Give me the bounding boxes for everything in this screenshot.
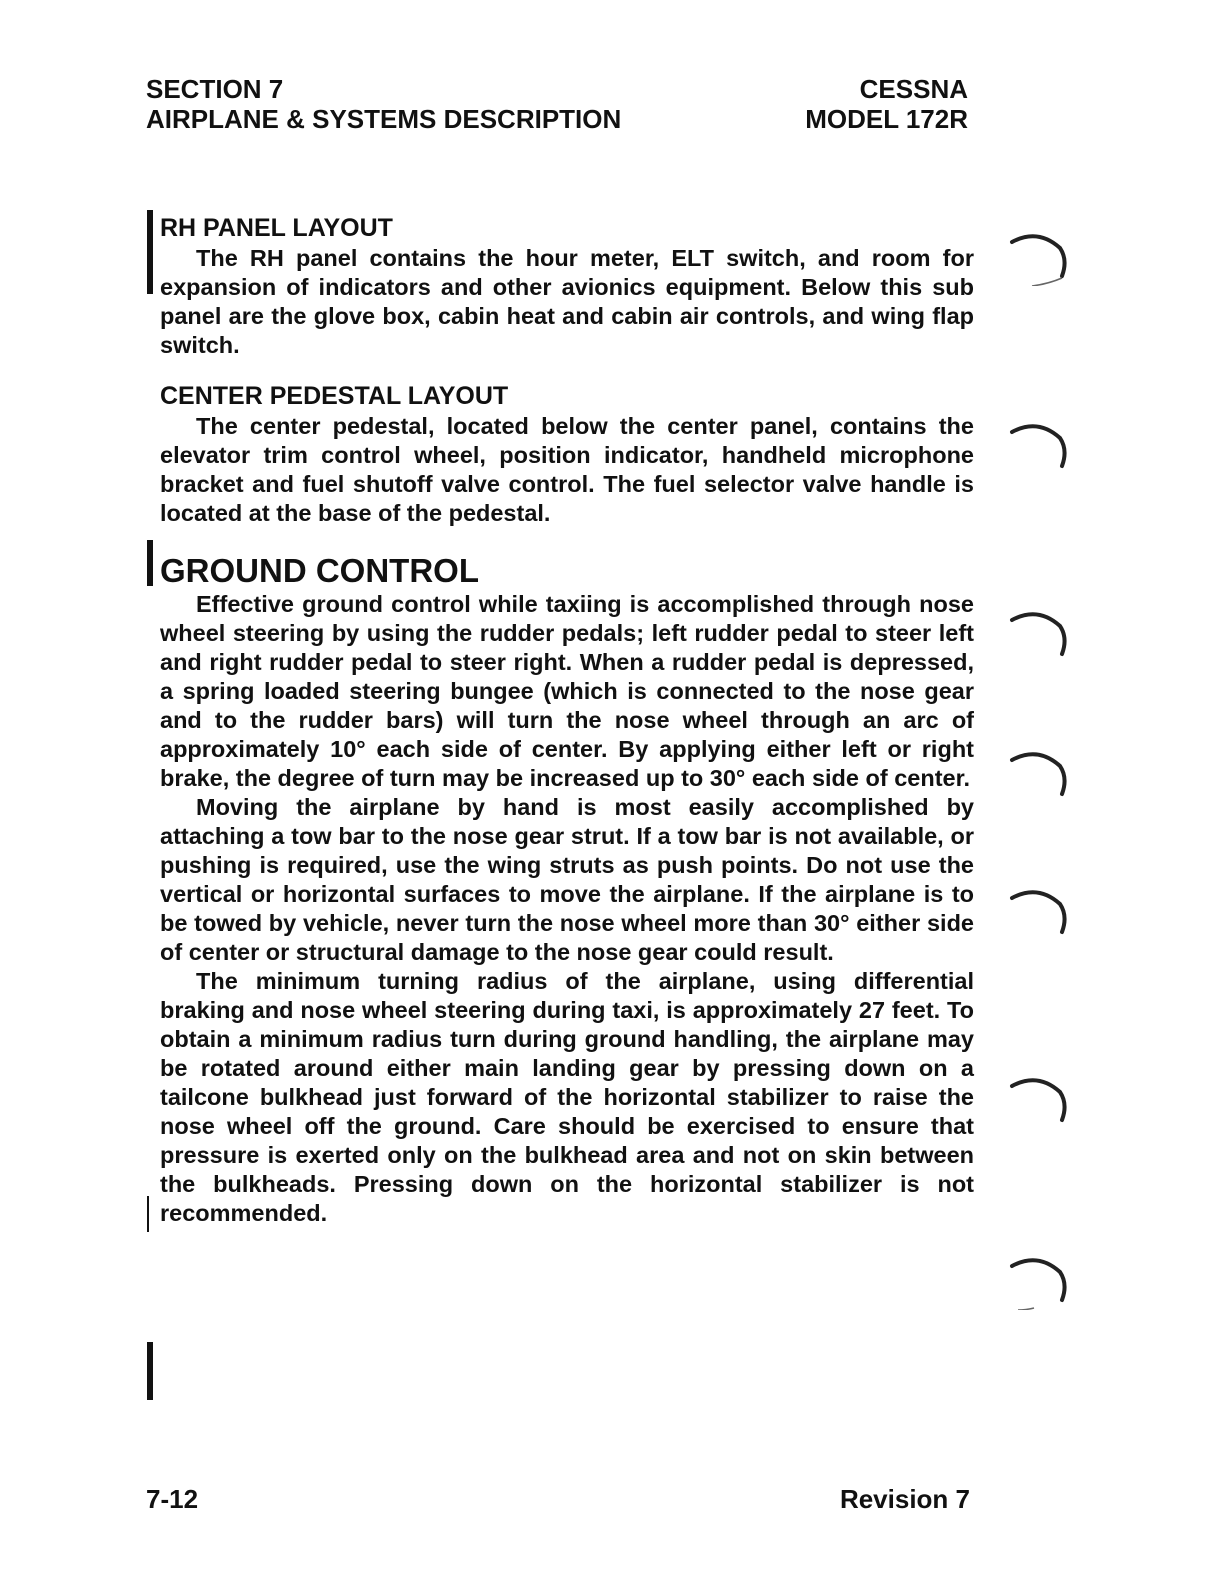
revision-change-bar-feet [147, 1196, 149, 1232]
revision-change-bar-bulkhead [147, 1342, 153, 1400]
section-label: SECTION 7 [146, 74, 284, 104]
ground-control-heading: GROUND CONTROL [160, 552, 479, 589]
aircraft-make: CESSNA [859, 74, 968, 104]
center-pedestal-paragraph: The center pedestal, located below the center panel, contains the elevator trim control wheel, position indicator, handheld microphone bracket and fuel shutoff valve control. The fuel selector valve handle is located at the base of the pedestal. [160, 413, 974, 526]
aircraft-model: MODEL 172R [805, 104, 968, 134]
page-header-right [800, 74, 968, 134]
rh-panel-paragraph: The RH panel contains the hour meter, ELT switch, and room for expansion of indicators and other avionics equipment. Below this sub panel are the glove box, cabin heat and cabin air controls, and wing flap switch. [160, 245, 974, 358]
ground-control-paragraph-towing: Moving the airplane by hand is most easily accomplished by attaching a tow bar to the nose gear strut. If a tow bar is not available, or pushing is required, use the wing struts as push points. Do not use the vertical or horizontal surfaces to move the airplane. If the airplane is to be towed by vehicle, never turn the nose wheel more than 30° either side of center or structural damage to the nose gear could result. [160, 794, 974, 965]
binder-hole-mark-icon [1008, 1250, 1068, 1310]
binder-hole-mark-icon [1008, 744, 1068, 804]
revision-label: Revision 7 [839, 1484, 970, 1514]
ground-control-paragraph-turning-radius: The minimum turning radius of the airplane, using differential braking and nose wheel steering during taxi, is approximately 27 feet. To obtain a minimum radius turn during ground handling, the airplane may be rotated around either main landing gear by pressing down on a tailcone bulkhead just forward of the horizontal stabilizer to raise the nose wheel off the ground. Care should be exercised to ensure that pressure is exerted only on the bulkhead area and not on skin between the bulkheads. Pressing down on the horizontal stabilizer is not recommended. [160, 968, 974, 1226]
page-content [160, 208, 974, 1228]
revision-change-bar-rh [147, 210, 153, 294]
center-pedestal-heading: CENTER PEDESTAL LAYOUT [160, 382, 509, 410]
binder-hole-mark-icon [1008, 1070, 1068, 1130]
binder-hole-mark-icon [1008, 882, 1068, 942]
ground-control-paragraph-steering: Effective ground control while taxiing is accomplished through nose wheel steering by using the rudder pedals; left rudder pedal to steer left and right rudder pedal to steer right. When a rudder pedal is depressed, a spring loaded steering bungee (which is connected to the nose gear and to the rudder bars) will turn the nose wheel through an arc of approximately 10° each side of center. By applying either left or right brake, the degree of turn may be increased up to 30° each side of center. [160, 591, 974, 791]
binder-hole-mark-icon [1008, 604, 1068, 664]
revision-change-bar-pedestal [147, 540, 153, 586]
binder-hole-mark-icon [1008, 226, 1068, 286]
page-header-left [146, 74, 621, 134]
page-number: 7-12 [146, 1484, 199, 1514]
rh-panel-heading: RH PANEL LAYOUT [160, 214, 393, 242]
section-title: AIRPLANE & SYSTEMS DESCRIPTION [146, 104, 622, 134]
binder-hole-mark-icon [1008, 416, 1068, 476]
